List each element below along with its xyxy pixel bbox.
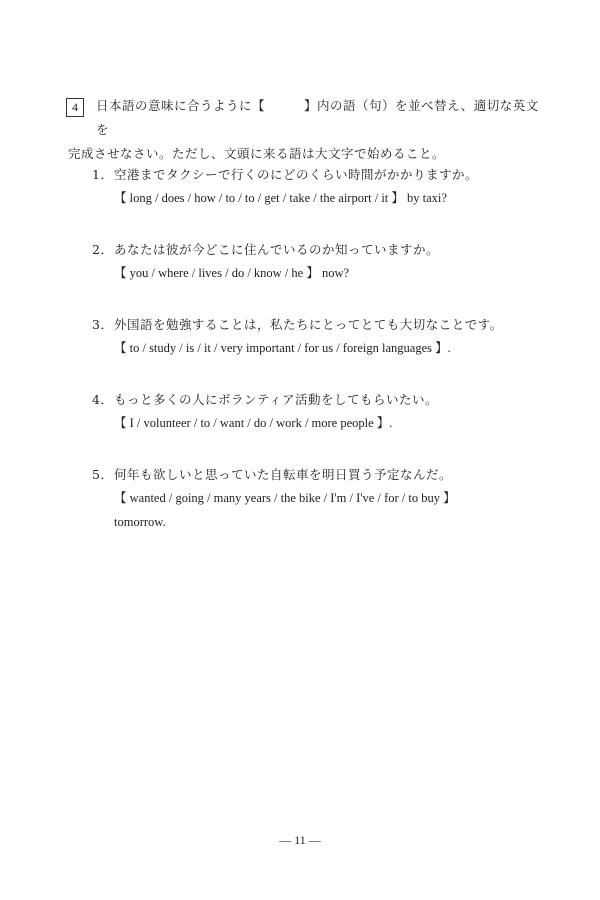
item-english-line-1: 【 wanted / going / many years / the bike / I'm / I've / for / to buy 】 <box>114 491 456 505</box>
question-item-1 <box>92 164 542 210</box>
page-number: ― 11 ― <box>279 833 321 847</box>
question-item-2 <box>92 239 542 285</box>
item-number: 4． <box>92 392 114 407</box>
item-english: 【 long / does / how / to / to / get / take / the airport / it 】 by taxi? <box>114 191 447 205</box>
question-block <box>66 98 546 166</box>
question-item-5 <box>92 464 542 534</box>
item-english: 【 you / where / lives / do / know / he 】 now? <box>114 266 350 280</box>
item-english: 【 I / volunteer / to / want / do / work / more people 】. <box>114 416 393 430</box>
item-english: 【 to / study / is / it / very important / for us / foreign languages 】. <box>114 341 451 355</box>
question-items <box>92 164 542 563</box>
item-japanese: 外国語を勉強することは，私たちにとってとても大切なことです。 <box>114 317 503 332</box>
question-header <box>66 98 546 166</box>
item-japanese: 空港までタクシーで行くのにどのくらい時間がかかりますか。 <box>114 167 479 182</box>
question-number-box: 4 <box>66 98 84 117</box>
item-number: 1． <box>92 167 114 182</box>
question-item-4 <box>92 389 542 435</box>
instruction-line-1: 日本語の意味に合うように【 】内の語（句）を並べ替え、適切な英文を <box>96 98 539 137</box>
item-japanese: 何年も欲しいと思っていた自転車を明日買う予定なんだ。 <box>114 467 453 482</box>
question-instruction <box>68 94 546 166</box>
item-number: 3． <box>92 317 114 332</box>
item-number: 5． <box>92 467 114 482</box>
item-japanese: あなたは彼が今どこに住んでいるのか知っていますか。 <box>114 242 440 257</box>
item-number: 2． <box>92 242 114 257</box>
item-english-line-2: tomorrow. <box>114 515 166 529</box>
instruction-line-2: 完成させなさい。ただし、文頭に来る語は大文字で始めること。 <box>68 146 446 161</box>
question-item-3 <box>92 314 542 360</box>
item-japanese: もっと多くの人にボランティア活動をしてもらいたい。 <box>114 392 439 407</box>
item-english <box>114 486 542 534</box>
